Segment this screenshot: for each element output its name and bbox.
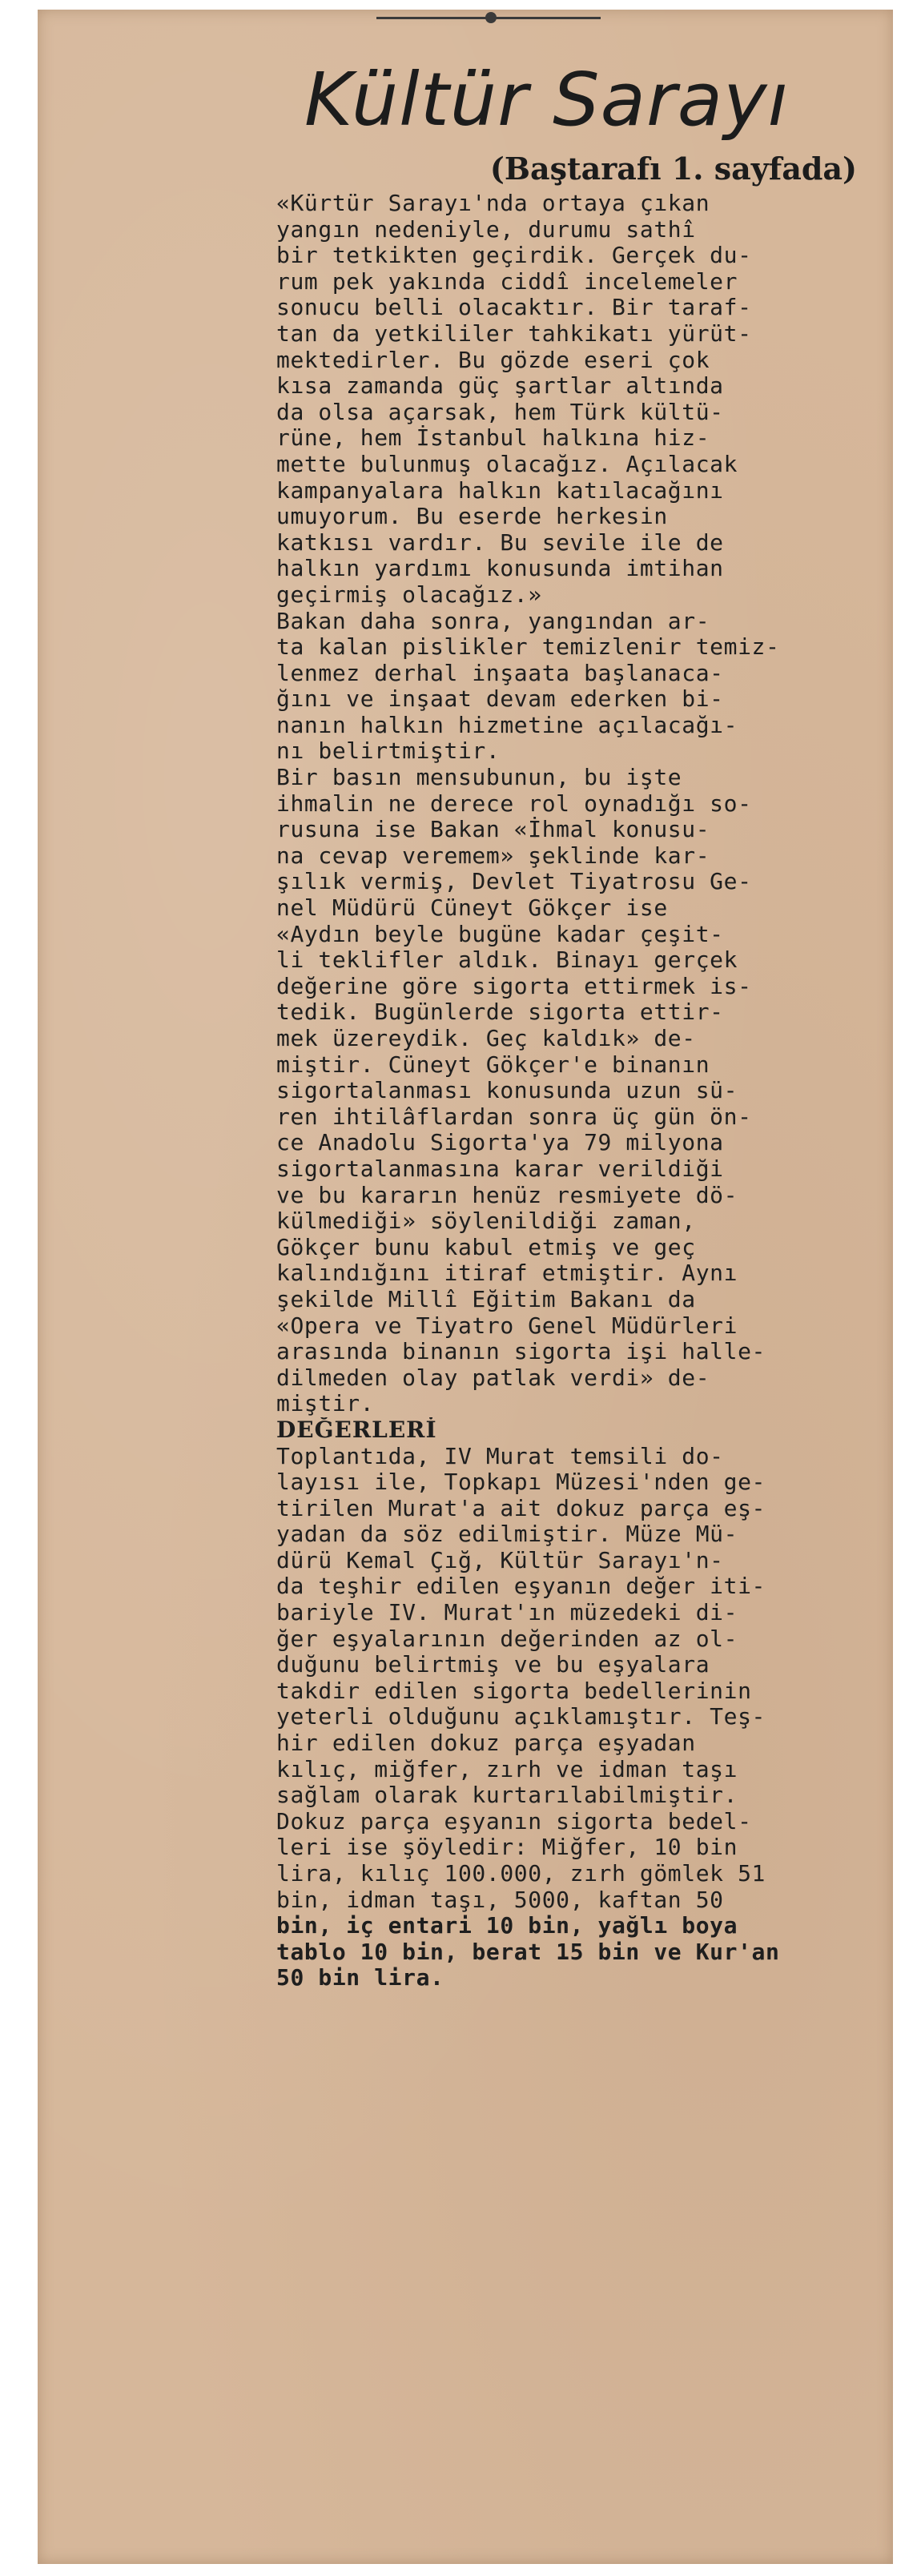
article-line: kampanyalara halkın katılacağını xyxy=(276,477,724,504)
article-line: hir edilen dokuz parça eşyadan xyxy=(276,1730,696,1757)
article-line: na cevap veremem» şeklinde kar- xyxy=(276,842,710,869)
article-line: bin, idman taşı, 5000, kaftan 50 xyxy=(276,1887,724,1913)
article-line: takdir edilen sigorta bedellerinin xyxy=(276,1678,752,1704)
article-line: duğunu belirtmiş ve bu eşyalara xyxy=(276,1652,710,1678)
article-line: sigortalanmasına karar verildiği xyxy=(276,1155,724,1182)
article-line: yeterli olduğunu açıklamıştır. Teş- xyxy=(276,1704,766,1730)
article-line: dilmeden olay patlak verdi» de- xyxy=(276,1364,710,1391)
article-line: ihmalin ne derece rol oynadığı so- xyxy=(276,790,752,817)
article-line: şekilde Millî Eğitim Bakanı da xyxy=(276,1286,696,1312)
article-line: sağlam olarak kurtarılabilmiştir. xyxy=(276,1782,738,1809)
article-line: Bir basın mensubunun, bu işte xyxy=(276,765,682,791)
article-line: DEĞERLERİ xyxy=(276,1417,437,1443)
article-line: ce Anadolu Sigorta'ya 79 milyona xyxy=(276,1130,724,1156)
article-line: şılık vermiş, Devlet Tiyatrosu Ge- xyxy=(276,869,752,895)
article-line: lenmez derhal inşaata başlanaca- xyxy=(276,660,724,686)
article-line: nel Müdürü Cüneyt Gökçer ise xyxy=(276,895,668,922)
article-line: «Aydın beyle bugüne kadar çeşit- xyxy=(276,921,724,947)
article-line: Bakan daha sonra, yangından ar- xyxy=(276,608,710,634)
article-line: tedik. Bugünlerde sigorta ettir- xyxy=(276,999,724,1026)
article-line: mektedirler. Bu gözde eseri çok xyxy=(276,347,710,373)
article-line: halkın yardımı konusunda imtihan xyxy=(276,556,724,582)
article-line: sonucu belli olacaktır. Bir taraf- xyxy=(276,295,752,321)
article-line: geçirmiş olacağız.» xyxy=(276,581,542,608)
article-line: nanın halkın hizmetine açılacağı- xyxy=(276,712,738,738)
article-line: tirilen Murat'a ait dokuz parça eş- xyxy=(276,1495,766,1521)
article-line: mek üzereydik. Geç kaldık» de- xyxy=(276,1026,696,1051)
article-line: Toplantıda, IV Murat temsili do- xyxy=(276,1443,724,1469)
article-line: bir tetkikten geçirdik. Gerçek du- xyxy=(276,243,752,269)
article-line: sigortalanması konusunda uzun sü- xyxy=(276,1078,738,1104)
headline: Kültür Sarayı xyxy=(304,57,790,143)
article-line: tablo 10 bin, berat 15 bin ve Kur'an xyxy=(276,1939,780,1965)
article-line: yangın nedeniyle, durumu sathî xyxy=(276,216,696,243)
article-line: layısı ile, Topkapı Müzesi'nden ge- xyxy=(276,1469,766,1496)
article-line: leri ise şöyledir: Miğfer, 10 bin xyxy=(276,1835,738,1861)
article-line: mette bulunmuş olacağız. Açılacak xyxy=(276,451,738,477)
article-line: rüne, hem İstanbul halkına hiz- xyxy=(276,425,710,452)
article-line: ren ihtilâflardan sonra üç gün ön- xyxy=(276,1103,752,1130)
article-line: rusuna ise Bakan «İhmal konusu- xyxy=(276,817,710,843)
article-line: miştir. Cüneyt Gökçer'e binanın xyxy=(276,1051,710,1078)
article-line: tan da yetkililer tahkikatı yürüt- xyxy=(276,320,752,347)
article-line: ğer eşyalarının değerinden az ol- xyxy=(276,1626,738,1652)
continued-note: (Baştarafı 1. sayfada) xyxy=(489,151,857,187)
article-line: kalındığını itiraf etmiştir. Aynı xyxy=(276,1260,738,1287)
article-line: dürü Kemal Çığ, Kültür Sarayı'n- xyxy=(276,1547,724,1573)
article-line: Dokuz parça eşyanın sigorta bedel- xyxy=(276,1808,752,1835)
article-line: 50 bin lira. xyxy=(276,1965,444,1991)
article-line: ğını ve inşaat devam ederken bi- xyxy=(276,686,724,713)
article-body xyxy=(276,191,861,1991)
article-line: Gökçer bunu kabul etmiş ve geç xyxy=(276,1234,696,1260)
article-line: ta kalan pislikler temizlenir temiz- xyxy=(276,634,780,661)
article-line: da teşhir edilen eşyanın değer iti- xyxy=(276,1573,766,1600)
decorative-rule-dot xyxy=(485,12,497,23)
article-line: kısa zamanda güç şartlar altında xyxy=(276,373,724,400)
article-line: lira, kılıç 100.000, zırh gömlek 51 xyxy=(276,1861,766,1887)
article-line: umuyorum. Bu eserde herkesin xyxy=(276,504,668,530)
article-line: katkısı vardır. Bu sevile ile de xyxy=(276,529,724,556)
article-line: külmediği» söylenildiği zaman, xyxy=(276,1208,696,1235)
article-line: arasında binanın sigorta işi halle- xyxy=(276,1339,766,1365)
article-line: bariyle IV. Murat'ın müzedeki di- xyxy=(276,1600,738,1626)
article-line: ve bu kararın henüz resmiyete dö- xyxy=(276,1182,738,1208)
article-line: «Kürtür Sarayı'nda ortaya çıkan xyxy=(276,191,710,216)
article-line: da olsa açarsak, hem Türk kültü- xyxy=(276,399,724,425)
article-line: nı belirtmiştir. xyxy=(276,738,501,765)
article-line: rum pek yakında ciddî incelemeler xyxy=(276,268,738,295)
article-line: bin, iç entari 10 bin, yağlı boya xyxy=(276,1913,738,1939)
article-line: miştir. xyxy=(276,1391,375,1417)
article-line: «Opera ve Tiyatro Genel Müdürleri xyxy=(276,1312,738,1339)
article-line: değerine göre sigorta ettirmek is- xyxy=(276,973,752,999)
article-line: yadan da söz edilmiştir. Müze Mü- xyxy=(276,1521,738,1548)
article-line: li teklifler aldık. Binayı gerçek xyxy=(276,947,738,974)
article-line: kılıç, miğfer, zırh ve idman taşı xyxy=(276,1756,738,1782)
